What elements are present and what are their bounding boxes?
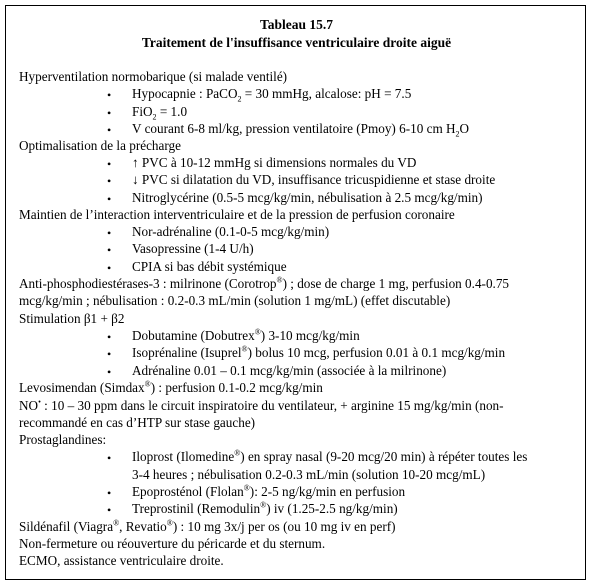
section-sildenafil: Sildénafil (Viagra®, Revatio®) : 10 mg 3x/j per os (ou 10 mg iv en perf) (19, 518, 396, 534)
item-hypocapnie: Hypocapnie : PaCO$_2$ = 30 mmHg, alcalose: pH = 7.5 (132, 86, 412, 104)
bullet: • (107, 261, 112, 275)
bullet: • (107, 451, 112, 465)
item-vasopressine: Vasopressine (1-4 U/h) (132, 241, 254, 256)
item-noradrenaline: Nor-adrénaline (0.1-0-5 mcg/kg/min) (132, 224, 330, 239)
section-levosimendan: Levosimendan (Simdax®) : perfusion 0.1-0.2 mcg/kg/min (19, 379, 323, 395)
section-pericarde: Non-fermeture ou réouverture du péricarde et du sternum. (19, 536, 326, 551)
section-interaction: Maintien de l’interaction interventriculaire et de la pression de perfusion coronaire (19, 207, 455, 222)
no-continued: recommandé en cas d’HTP sur stase gauche) (19, 415, 256, 430)
bullet: • (107, 503, 112, 517)
item-iloprost: Iloprost (Ilomedine®) en spray nasal (9-20 mcg/20 min) à répéter toutes les (132, 448, 528, 464)
item-dobutamine: Dobutamine (Dobutrex®) 3-10 mcg/kg/min (132, 327, 360, 343)
item-iloprost-continued: 3-4 heures ; nébulisation 0.2-0.3 mL/min (solution 10-20 mcg/mL) (132, 467, 486, 482)
item-adrenaline: Adrénaline 0.01 – 0.1 mcg/kg/min (associée à la milrinone) (132, 363, 447, 378)
bullet: • (107, 88, 112, 102)
section-stimulation: Stimulation β1 + β2 (19, 311, 125, 326)
bullet: • (107, 486, 112, 500)
section-prostaglandines: Prostaglandines: (19, 432, 107, 447)
bullet: • (107, 174, 112, 188)
bullet: • (107, 192, 112, 206)
item-pvc-down: ↓ PVC si dilatation du VD, insuffisance tricuspidienne et stase droite (132, 172, 496, 187)
section-anti-pde3: Anti-phosphodiestérases-3 : milrinone (Corotrop®) ; dose de charge 1 mg, perfusion 0.4-0.75 (19, 275, 510, 291)
item-nitroglycerine: Nitroglycérine (0.5-5 mcg/kg/min, nébulisation à 2.5 mcg/kg/min) (132, 190, 483, 205)
item-v-courant: V courant 6-8 ml/kg, pression ventilatoire (Pmoy) 6-10 cm $H_2O$ (132, 121, 470, 139)
anti-pde3-continued: mcg/kg/min ; nébulisation : 0.2-0.3 mL/min (solution 1 mg/mL) (effet discutable) (19, 293, 451, 308)
section-hyperventilation: Hyperventilation normobarique (si malade ventilé) (19, 69, 288, 84)
section-precharge: Optimalisation de la précharge (19, 138, 181, 153)
bullet: • (107, 157, 112, 171)
bullet: • (107, 347, 112, 361)
bullet: • (107, 226, 112, 240)
bullet: • (107, 123, 112, 137)
bullet: • (107, 106, 112, 120)
table-title: Traitement de l'insuffisance ventriculaire droite aiguë (141, 35, 452, 50)
item-pvc-up: ↑ PVC à 10-12 mmHg si dimensions normales du VD (132, 155, 417, 170)
bullet: • (107, 243, 112, 257)
item-cpia: CPIA si bas débit systémique (132, 259, 287, 274)
section-no: NO• : 10 – 30 ppm dans le circuit inspiratoire du ventilateur, + arginine 15 mg/kg/min (non- (19, 397, 504, 413)
item-epoprostenol: Epoprosténol (Flolan®): 2-5 ng/kg/min en perfusion (132, 483, 406, 499)
bullet: • (107, 365, 112, 379)
item-isoprenaline: Isoprénaline (Isuprel®) bolus 10 mcg, perfusion 0.01 à 0.1 mcg/kg/min (132, 344, 506, 360)
bullet: • (107, 330, 112, 344)
section-ecmo: ECMO, assistance ventriculaire droite. (19, 553, 224, 568)
item-fio2: FiO$_2$ = 1.0 (132, 104, 188, 122)
item-treprostinil: Treprostinil (Remodulin®) iv (1.25-2.5 ng/kg/min) (132, 500, 398, 516)
table-number: Tableau 15.7 (259, 17, 334, 32)
